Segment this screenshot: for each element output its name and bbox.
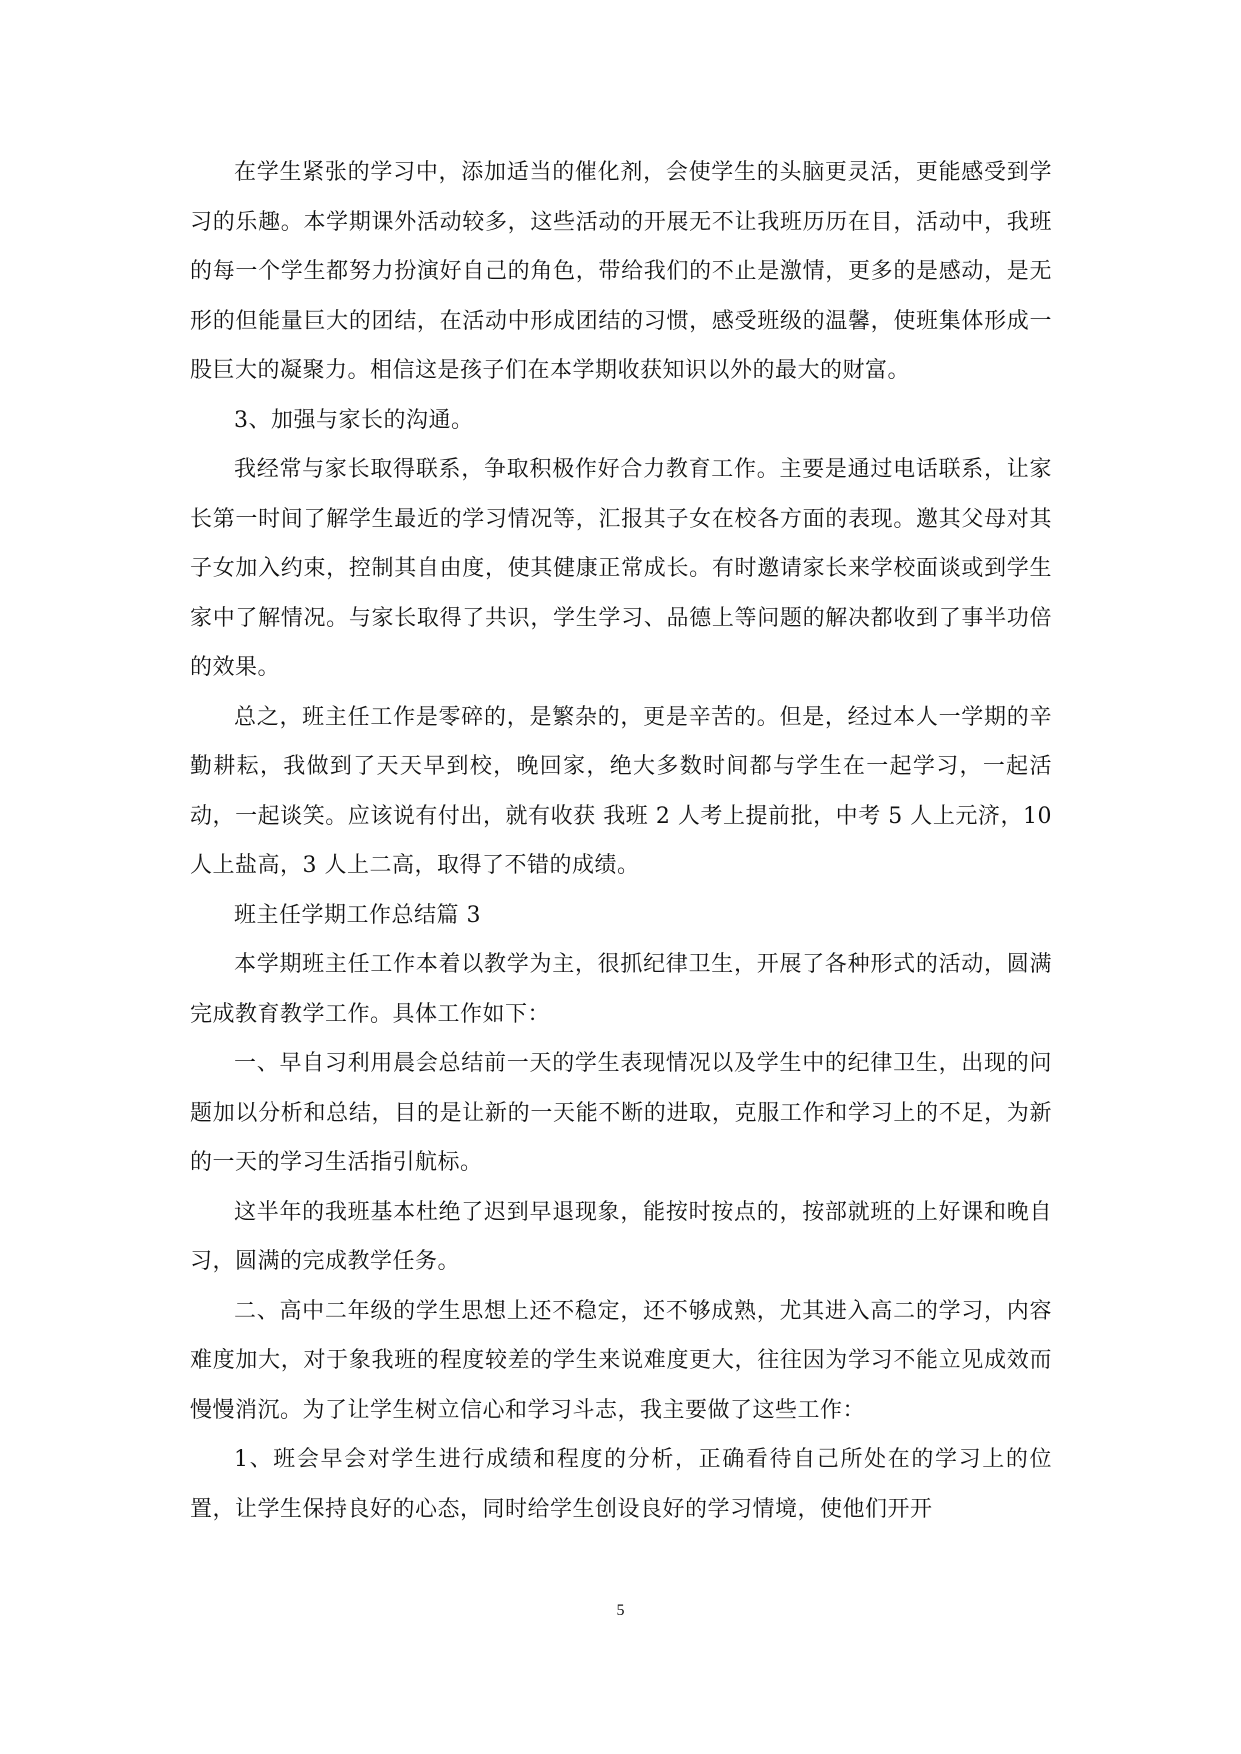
paragraph-point-one: 一、早自习利用晨会总结前一天的学生表现情况以及学生中的纪律卫生，出现的问题加以分析和总结，目的是让新的一天能不断的进取，克服工作和学习上的不足，为新的一天的学习生活指引航标。 [190, 1051, 1052, 1175]
paragraph-attendance: 这半年的我班基本杜绝了迟到早退现象，能按时按点的，按部就班的上好课和晚自习，圆满的完成教学任务。 [190, 1199, 1052, 1274]
paragraph-point-two: 二、高中二年级的学生思想上还不稳定，还不够成熟，尤其进入高二的学习，内容难度加大，对于象我班的程度较差的学生来说难度更大，往往因为学习不能立见成效而慢慢消沉。为了让学生树立信心和学习斗志，我主要做了这些工作： [190, 1298, 1052, 1423]
page-number: 5 [616, 1602, 625, 1619]
section-title: 班主任学期工作总结篇 3 [234, 902, 481, 928]
heading-parent-communication: 3、加强与家长的沟通。 [234, 407, 474, 433]
document-body [190, 148, 1052, 1534]
paragraph-summary: 总之，班主任工作是零碎的，是繁杂的，更是辛苦的。但是，经过本人一学期的辛勤耕耘，我做到了天天早到校，晚回家，绝大多数时间都与学生在一起学习，一起活动，一起谈笑。应该说有付出，就有收获 我班 2 人考上提前批，中考 5 人上元济，10 人上盐高，3 人上二高，取得了不错的成绩。 [190, 704, 1052, 878]
paragraph-subpoint-one: 1、班会早会对学生进行成绩和程度的分析，正确看待自己所处在的学习上的位置，让学生保持良好的心态，同时给学生创设良好的学习情境，使他们开开 [190, 1447, 1052, 1522]
paragraph-activities: 在学生紧张的学习中，添加适当的催化剂，会使学生的头脑更灵活，更能感受到学习的乐趣。本学期课外活动较多，这些活动的开展无不让我班历历在目，活动中，我班的每一个学生都努力扮演好自己的角色，带给我们的不止是激情，更多的是感动，是无形的但能量巨大的团结，在活动中形成团结的习惯，感受班级的温馨，使班集体形成一股巨大的凝聚力。相信这是孩子们在本学期收获知识以外的最大的财富。 [190, 160, 1052, 383]
paragraph-parent-contact: 我经常与家长取得联系，争取积极作好合力教育工作。主要是通过电话联系，让家长第一时间了解学生最近的学习情况等，汇报其子女在校各方面的表现。邀其父母对其子女加入约束，控制其自由度，使其健康正常成长。有时邀请家长来学校面谈或到学生家中了解情况。与家长取得了共识，学生学习、品德上等问题的解决都收到了事半功倍的效果。 [190, 457, 1052, 680]
paragraph-intro: 本学期班主任工作本着以教学为主，很抓纪律卫生，开展了各种形式的活动，圆满完成教育教学工作。具体工作如下： [190, 952, 1052, 1027]
